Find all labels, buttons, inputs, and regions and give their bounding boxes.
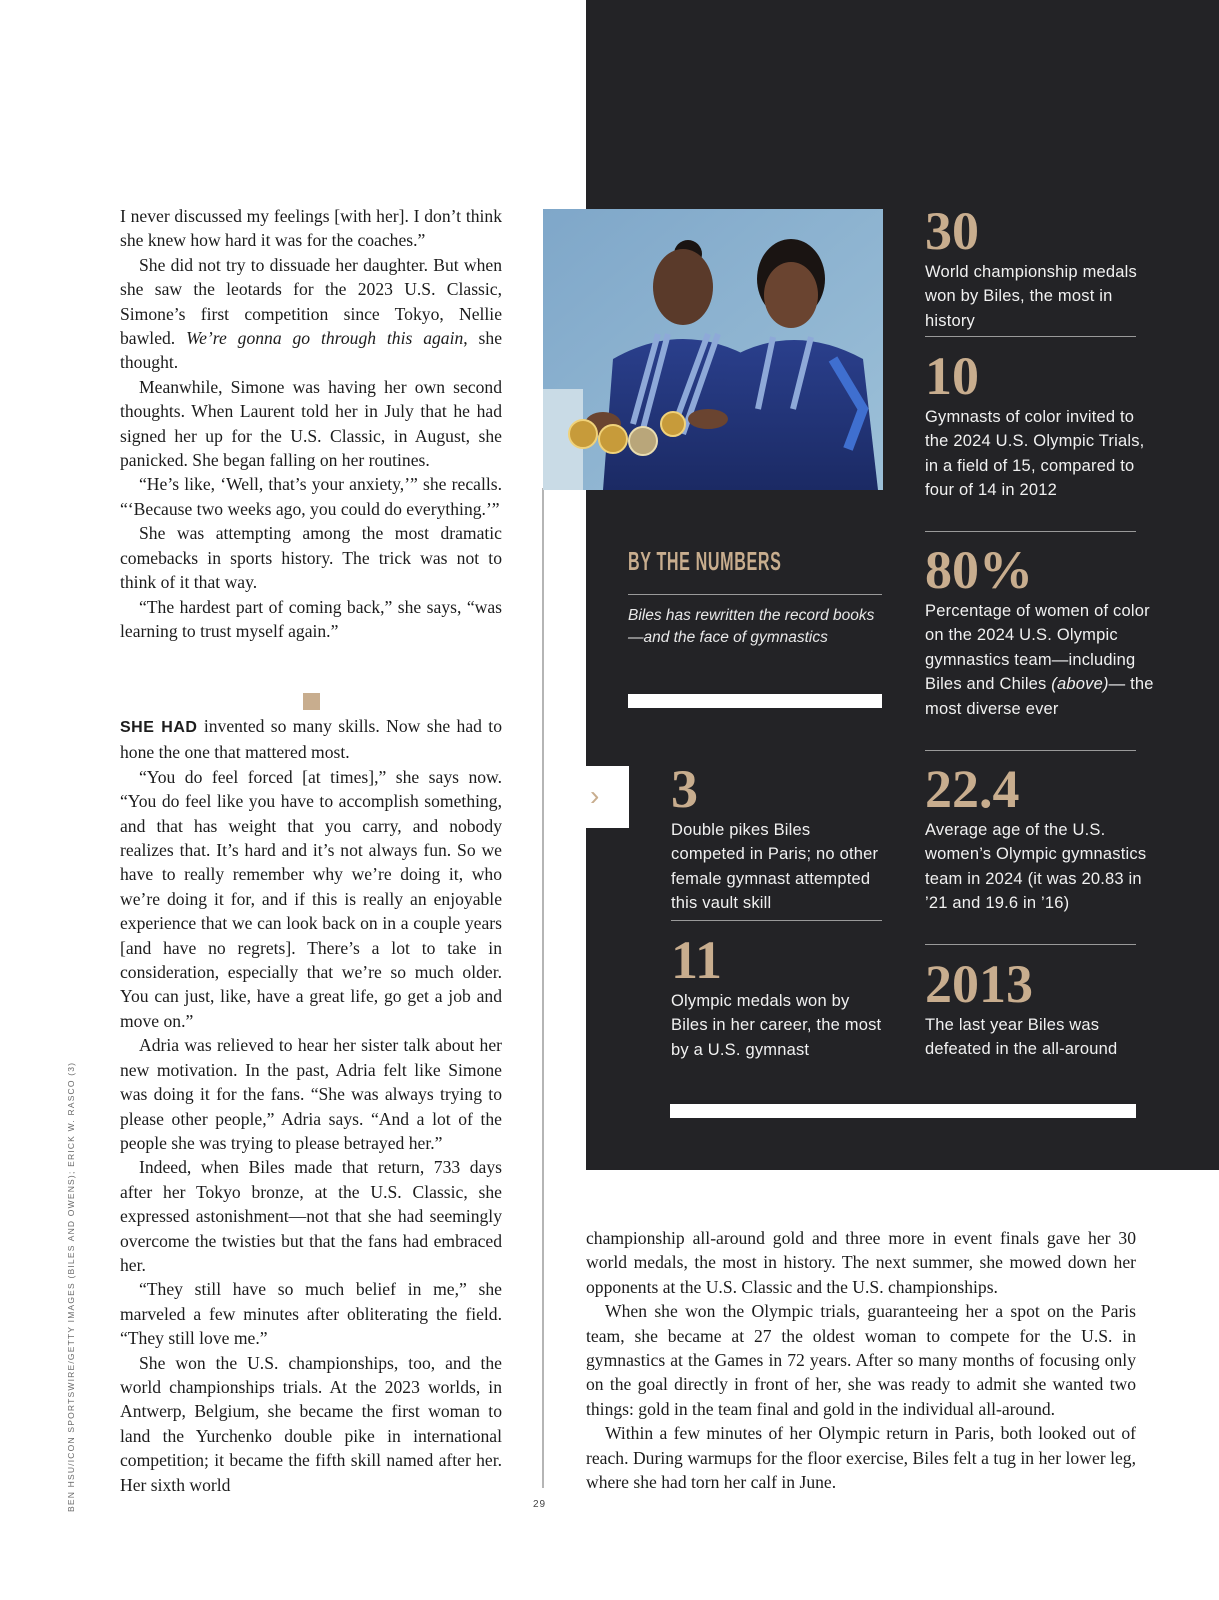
sidebar-white-bar [628, 694, 882, 708]
article-column-right [586, 1226, 1136, 1494]
stat-description: Double pikes Biles competed in Paris; no other female gymnast attempted this vault skill [671, 821, 879, 913]
paragraph: Indeed, when Biles made that return, 733 days after her Tokyo bronze, at the U.S. Classic, she expressed astonishment—not that she had seemingly overcome the twisties but that the fans had embraced her. [120, 1157, 502, 1275]
stat-divider [925, 944, 1136, 945]
paragraph: She was attempting among the most dramatic comebacks in sports history. The trick was not to think of it that way. [120, 523, 502, 593]
stat-item [925, 346, 1155, 503]
paragraph: I never discussed my feelings [with her]. I don’t think she knew how hard it was for the coaches.” [120, 206, 502, 251]
section-lead-in: SHE HAD [120, 719, 198, 736]
stat-number: 10 [925, 346, 979, 406]
article-column-left-bottom [120, 714, 502, 1497]
paragraph: When she won the Olympic trials, guaranteeing her a spot on the Paris team, she became at 27 the oldest woman to compete for the U.S. in gymnastics at the Games in 72 years. After so many months of focusing only on the goal directly in front of her, she was ready to admit she wanted two things: gold in the team final and gold in the individual all-around. [586, 1301, 1136, 1419]
paragraph: Meanwhile, Simone was having her own second thoughts. When Laurent told her in July that he had signed her up for the U.S. Classic, in August, she panicked. She began falling on her routines. [120, 376, 502, 471]
sidebar-subtitle: Biles has rewritten the record books—and the face of gymnastics [628, 607, 875, 646]
stat-description: Percentage of women of color on the 2024 U.S. Olympic gymnastics team—including Biles and Chiles (above)— the most diverse ever [925, 602, 1154, 718]
paragraph: Adria was relieved to hear her sister talk about her new motivation. In the past, Adria felt like Simone was doing it for the fans. “She was always trying to please other people,” Adria says. “And a lot of the people she was trying to please betrayed her.” [120, 1035, 502, 1153]
page-number: 29 [533, 1499, 547, 1510]
arrow-tab [586, 766, 629, 828]
stat-item [925, 759, 1155, 916]
stat-item [671, 930, 886, 1062]
column-divider [542, 488, 544, 1488]
stat-divider [925, 750, 1136, 751]
stat-number: 11 [671, 930, 723, 990]
stat-item [925, 201, 1155, 333]
paragraph: She did not try to dissuade her daughter. But when she saw the leotards for the 2023 U.S. Classic, Simone’s first competition since Tokyo, Nellie bawled. We’re gonna go through this again, she thought. [120, 254, 503, 373]
stat-number: 22.4 [925, 759, 1020, 819]
paragraph: SHE HAD invented so many skills. Now she had to hone the one that mattered most. [120, 716, 502, 763]
paragraph: championship all-around gold and three more in event finals gave her 30 world medals, the most in history. The next summer, she mowed down her opponents at the U.S. Classic and the U.S. championships. [586, 1228, 1136, 1297]
stat-number: 3 [671, 759, 698, 819]
chevron-right-icon: › [590, 780, 600, 811]
sidebar-white-bar [670, 1104, 1136, 1118]
stat-description: World championship medals won by Biles, the most in history [925, 263, 1137, 330]
article-column-left-top [120, 204, 502, 643]
stat-description: The last year Biles was defeated in the all-around [925, 1016, 1118, 1059]
stat-divider [671, 920, 882, 921]
paragraph: “He’s like, ‘Well, that’s your anxiety,’” she recalls. “‘Because two weeks ago, you could do everything.’” [120, 474, 502, 519]
paragraph: “You do feel forced [at times],” she says now. “You do feel like you have to accomplish something, and that has weight that you carry, and nobody realizes that. It’s hard and it’s not always fun. So we have to really remember why we’re doing it, who we’re doing it for, and if this is really an enjoyable experience that we can look back on in a couple years [and have no regrets]. There’s a lot to take in consideration, especially that we’re so much older. You can just, like, have a great life, go get a job and move on.” [120, 766, 502, 1031]
sidebar-title: BY THE NUMBERS [628, 546, 782, 576]
paragraph: “The hardest part of coming back,” she says, “was learning to trust myself again.” [120, 596, 502, 641]
stat-description: Average age of the U.S. women’s Olympic gymnastics team in 2024 (it was 20.83 in ’21 and 19.6 in ’16) [925, 821, 1147, 913]
italic-thought: We’re gonna go through this again [186, 328, 464, 349]
stat-divider [925, 336, 1136, 337]
stat-number: 80% [925, 540, 1033, 600]
stat-item [671, 759, 886, 916]
stat-number: 2013 [925, 954, 1033, 1014]
photo-credit: BEN HSU/ICON SPORTSWIRE/GETTY IMAGES (BILES AND OWENS); ERICK W. RASCO (3) [66, 1061, 76, 1512]
paragraph: “They still have so much belief in me,” she marveled a few minutes after obliterating the field. “They still love me.” [120, 1279, 502, 1349]
stat-description: Olympic medals won by Biles in her career, the most by a U.S. gymnast [671, 992, 882, 1059]
gymnasts-medal-photo [543, 209, 883, 490]
sidebar-rule [628, 594, 882, 595]
stat-divider [925, 531, 1136, 532]
paragraph: She won the U.S. championships, too, and the world championships trials. At the 2023 worlds, in Antwerp, Belgium, she became the first woman to land the Yurchenko double pike in international competition; it became the fifth skill named after her. Her sixth world [120, 1352, 502, 1495]
section-break-ornament [303, 693, 320, 710]
stat-item [925, 954, 1155, 1062]
stat-number: 30 [925, 201, 979, 261]
stat-item [925, 540, 1155, 721]
paragraph: Within a few minutes of her Olympic return in Paris, both looked out of reach. During warmups for the floor exercise, Biles felt a tug in her lower leg, where she had torn her calf in June. [586, 1423, 1136, 1493]
stat-description: Gymnasts of color invited to the 2024 U.S. Olympic Trials, in a field of 15, compared to four of 14 in 2012 [925, 408, 1145, 500]
